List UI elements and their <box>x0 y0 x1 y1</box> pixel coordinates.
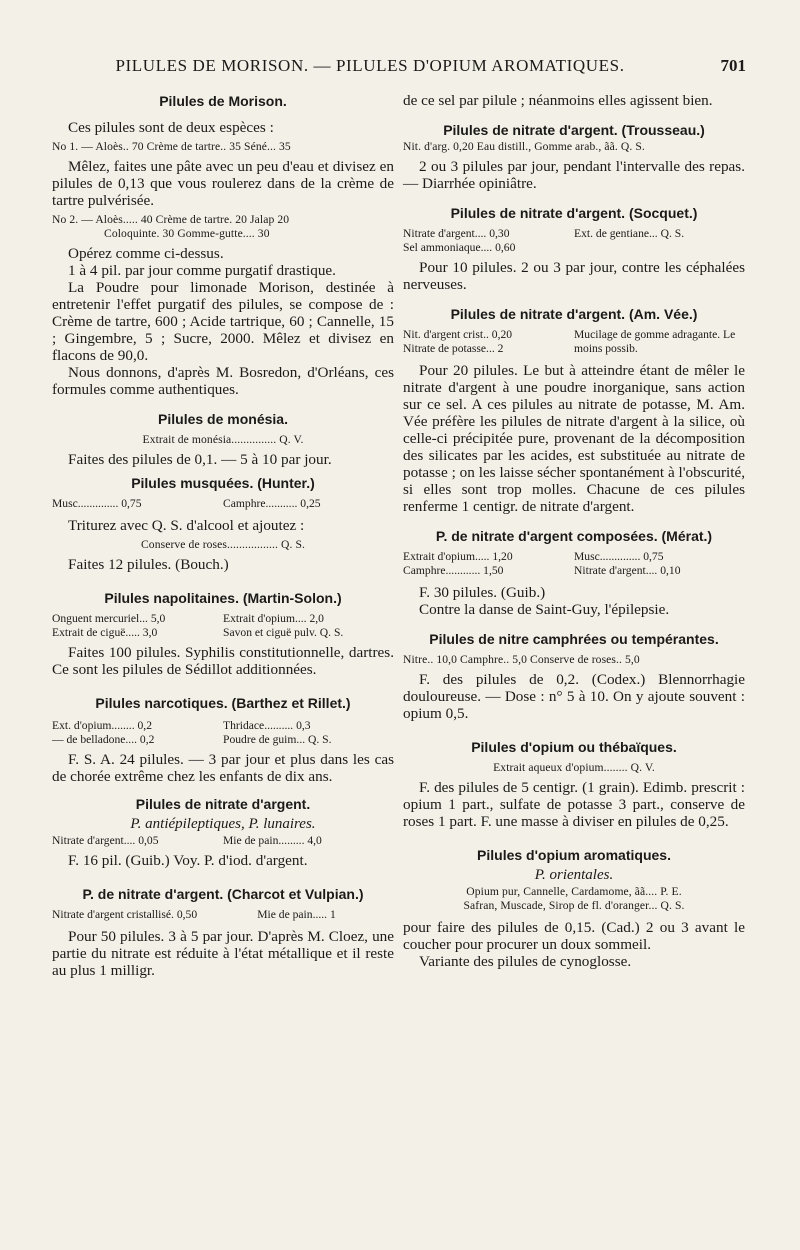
section-heading: Pilules de nitre camphrées ou tempérantes. <box>429 631 719 647</box>
formula-item <box>403 328 567 356</box>
formula-line: Conserve de roses................. Q. S. <box>140 538 306 551</box>
paragraph: Faites 100 pilules. Syphilis constitutionnelle, dartres. Ce sont les pilules de Sédillot additionnées. <box>52 644 394 678</box>
paragraph: Triturez avec Q. S. d'alcool et ajoutez : <box>68 517 305 534</box>
paragraph: Opérez comme ci-dessus. <box>68 245 224 262</box>
formula-item: Extrait d'opium..... 1,20 <box>403 550 513 563</box>
formula-line: Nitre.. 10,0 Camphre.. 5,0 Conserve de roses.. 5,0 <box>403 653 640 666</box>
formula-line: No 1. — Aloès.. 70 Crème de tartre.. 35 Séné... 35 <box>52 140 291 153</box>
section-heading: Pilules de monésia. <box>158 411 288 427</box>
section-heading: Pilules de Morison. <box>159 93 287 109</box>
section-heading: Pilules de nitrate d'argent. <box>135 796 311 812</box>
section-subtitle: P. orientales. <box>534 867 614 883</box>
formula-item: Onguent mercuriel... 5,0 <box>52 612 166 625</box>
formula-line: Extrait de monésia............... Q. V. <box>142 433 304 446</box>
formula-item: Nitrate de potasse... 2 <box>403 342 504 355</box>
paragraph: Contre la danse de Saint-Guy, l'épilepsie. <box>419 601 670 618</box>
formula-row <box>403 550 745 564</box>
formula-item: Sel ammoniaque.... 0,60 <box>403 241 516 254</box>
section-heading: Pilules de nitrate d'argent. (Socquet.) <box>450 205 698 221</box>
section-heading: P. de nitrate d'argent. (Charcot et Vulpian.) <box>82 886 364 902</box>
formula-item <box>574 241 745 255</box>
paragraph: Faites des pilules de 0,1. — 5 à 10 par jour. <box>68 451 332 468</box>
page-number: 701 <box>720 56 746 75</box>
section-heading: Pilules d'opium aromatiques. <box>477 847 671 863</box>
formula-item: Musc.............. 0,75 <box>52 497 142 510</box>
paragraph: Mêlez, faites une pâte avec un peu d'eau et divisez en pilules de 0,13 que vous roulerez dans de la crème de tartre pulvérisée. <box>52 158 394 209</box>
paragraph: F. 16 pil. (Guib.) Voy. P. d'iod. d'argent. <box>68 852 308 869</box>
paragraph: de ce sel par pilule ; néanmoins elles agissent bien. <box>403 92 713 109</box>
formula-item: Mucilage de gomme adragante. Le moins possib. <box>574 328 736 355</box>
formula-row <box>52 834 394 848</box>
paragraph: Pour 20 pilules. Le but à atteindre étant de mêler le nitrate d'argent à une poudre inorganique, sans action sur ce sel. A ces pilules au nitrate de potasse, M. Am. Vée préfère les pilules de nitrate d'argent à la silice, où celle-ci précipitée pure, provenant de la décomposition des silicates par les acides, est substituée au nitrate de potasse ; on les laisse sécher spontanément à l'obscurité, si elles sont trop molles. Chacune de ces pilules renferme 1 centigr. de nitrate d'argent. <box>403 362 745 515</box>
formula-item: Nitrate d'argent cristallisé. 0,50 <box>52 908 198 921</box>
formula-row <box>403 241 745 255</box>
formula-item: Ext. de gentiane... Q. S. <box>574 227 685 240</box>
formula-line: Nit. d'arg. 0,20 Eau distill., Gomme arab., ãã. Q. S. <box>403 140 645 153</box>
section-heading: Pilules narcotiques. (Barthez et Rillet.) <box>95 695 351 711</box>
formula-item: Musc.............. 0,75 <box>574 550 664 563</box>
formula-line: No 2. — Aloès..... 40 Crème de tartre. 20 Jalap 20 <box>52 213 290 226</box>
paragraph: Faites 12 pilules. (Bouch.) <box>68 556 229 573</box>
paragraph: Variante des pilules de cynoglosse. <box>419 953 632 970</box>
formula-item: Extrait d'opium.... 2,0 <box>223 612 324 625</box>
paragraph: F. 30 pilules. (Guib.) <box>419 584 546 601</box>
formula-item: Savon et ciguë pulv. Q. S. <box>223 626 344 639</box>
formula-row <box>403 328 745 356</box>
formula-row <box>52 626 394 640</box>
section-heading: P. de nitrate d'argent composées. (Mérat.) <box>435 528 713 544</box>
formula-row <box>52 612 394 626</box>
section-subtitle: P. antiépileptiques, P. lunaires. <box>130 816 316 832</box>
paragraph: La Poudre pour limonade Morison, destinée à entretenir l'effet purgatif des pilules, se compose de : Crème de tartre, 600 ; Acide tartrique, 60 ; Cannelle, 15 ; Gingembre, 5 ; Sucre, 2000. Mêlez et divisez en flacons de 90,0. <box>52 279 394 364</box>
paragraph: Nous donnons, d'après M. Bosredon, d'Orléans, ces formules comme authentiques. <box>52 364 394 398</box>
formula-item: Ext. d'opium........ 0,2 <box>52 719 152 732</box>
running-title: PILULES DE MORISON. — PILULES D'OPIUM AROMATIQUES. <box>115 56 625 75</box>
formula-item: Nitrate d'argent.... 0,05 <box>52 834 159 847</box>
paragraph: 2 ou 3 pilules par jour, pendant l'intervalle des repas. — Diarrhée opiniâtre. <box>403 158 745 192</box>
formula-line: Opium pur, Cannelle, Cardamome, ãã.... P. E. <box>466 885 682 898</box>
running-head <box>60 56 746 82</box>
section-heading: Pilules musquées. (Hunter.) <box>131 475 315 491</box>
formula-row <box>52 497 394 511</box>
section-heading: Pilules de nitrate d'argent. (Am. Vée.) <box>450 306 698 322</box>
formula-item: Camphre............ 1,50 <box>403 564 504 577</box>
formula-item: Thridace.......... 0,3 <box>223 719 311 732</box>
formula-item: Poudre de guim... Q. S. <box>223 733 332 746</box>
formula-row <box>403 227 745 241</box>
formula-item: Camphre........... 0,25 <box>223 497 321 510</box>
paragraph: 1 à 4 pil. par jour comme purgatif drastique. <box>68 262 336 279</box>
section-heading: Pilules d'opium ou thébaïques. <box>471 739 677 755</box>
paragraph: Ces pilules sont de deux espèces : <box>68 119 274 136</box>
left-column <box>52 92 394 979</box>
formula-item: — de belladone.... 0,2 <box>52 733 155 746</box>
right-column <box>403 92 745 970</box>
formula-item: Mie de pain..... 1 <box>257 908 336 921</box>
paragraph: F. des pilules de 5 centigr. (1 grain). Edimb. prescrit : opium 1 part., sulfate de potasse 3 part., conserve de roses 1 part. F. une masse à diviser en pilules de 0,25. <box>403 779 745 830</box>
formula-row <box>403 564 745 578</box>
paragraph: F. des pilules de 0,2. (Codex.) Blennorrhagie douloureuse. — Dose : n° 5 à 10. On y ajoute souvent : opium 0,5. <box>403 671 745 722</box>
formula-item: Nit. d'argent crist.. 0,20 <box>403 328 513 341</box>
paragraph: Pour 50 pilules. 3 à 5 par jour. D'après M. Cloez, une partie du nitrate est réduite à l'état métallique et il reste au plus 1 milligr. <box>52 928 394 979</box>
formula-line: Coloquinte. 30 Gomme-gutte.... 30 <box>104 227 270 240</box>
paragraph: pour faire des pilules de 0,15. (Cad.) 2 ou 3 avant le coucher pour procurer un doux sommeil. <box>403 919 745 953</box>
formula-item: Mie de pain......... 4,0 <box>223 834 322 847</box>
formula-line: Safran, Muscade, Sirop de fl. d'oranger... Q. S. <box>463 899 685 912</box>
formula-line: Extrait aqueux d'opium........ Q. V. <box>493 761 655 774</box>
paragraph: F. S. A. 24 pilules. — 3 par jour et plus dans les cas de chorée extrême chez les enfants de dix ans. <box>52 751 394 785</box>
formula-item: Nitrate d'argent.... 0,10 <box>574 564 681 577</box>
paragraph: Pour 10 pilules. 2 ou 3 par jour, contre les céphalées nerveuses. <box>403 259 745 293</box>
section-heading: Pilules de nitrate d'argent. (Trousseau.) <box>443 122 705 138</box>
formula-item: Extrait de ciguë..... 3,0 <box>52 626 158 639</box>
section-heading: Pilules napolitaines. (Martin-Solon.) <box>104 590 342 606</box>
formula-item: Nitrate d'argent.... 0,30 <box>403 227 510 240</box>
formula-row <box>52 908 394 922</box>
formula-row <box>52 719 394 733</box>
formula-row <box>52 733 394 747</box>
